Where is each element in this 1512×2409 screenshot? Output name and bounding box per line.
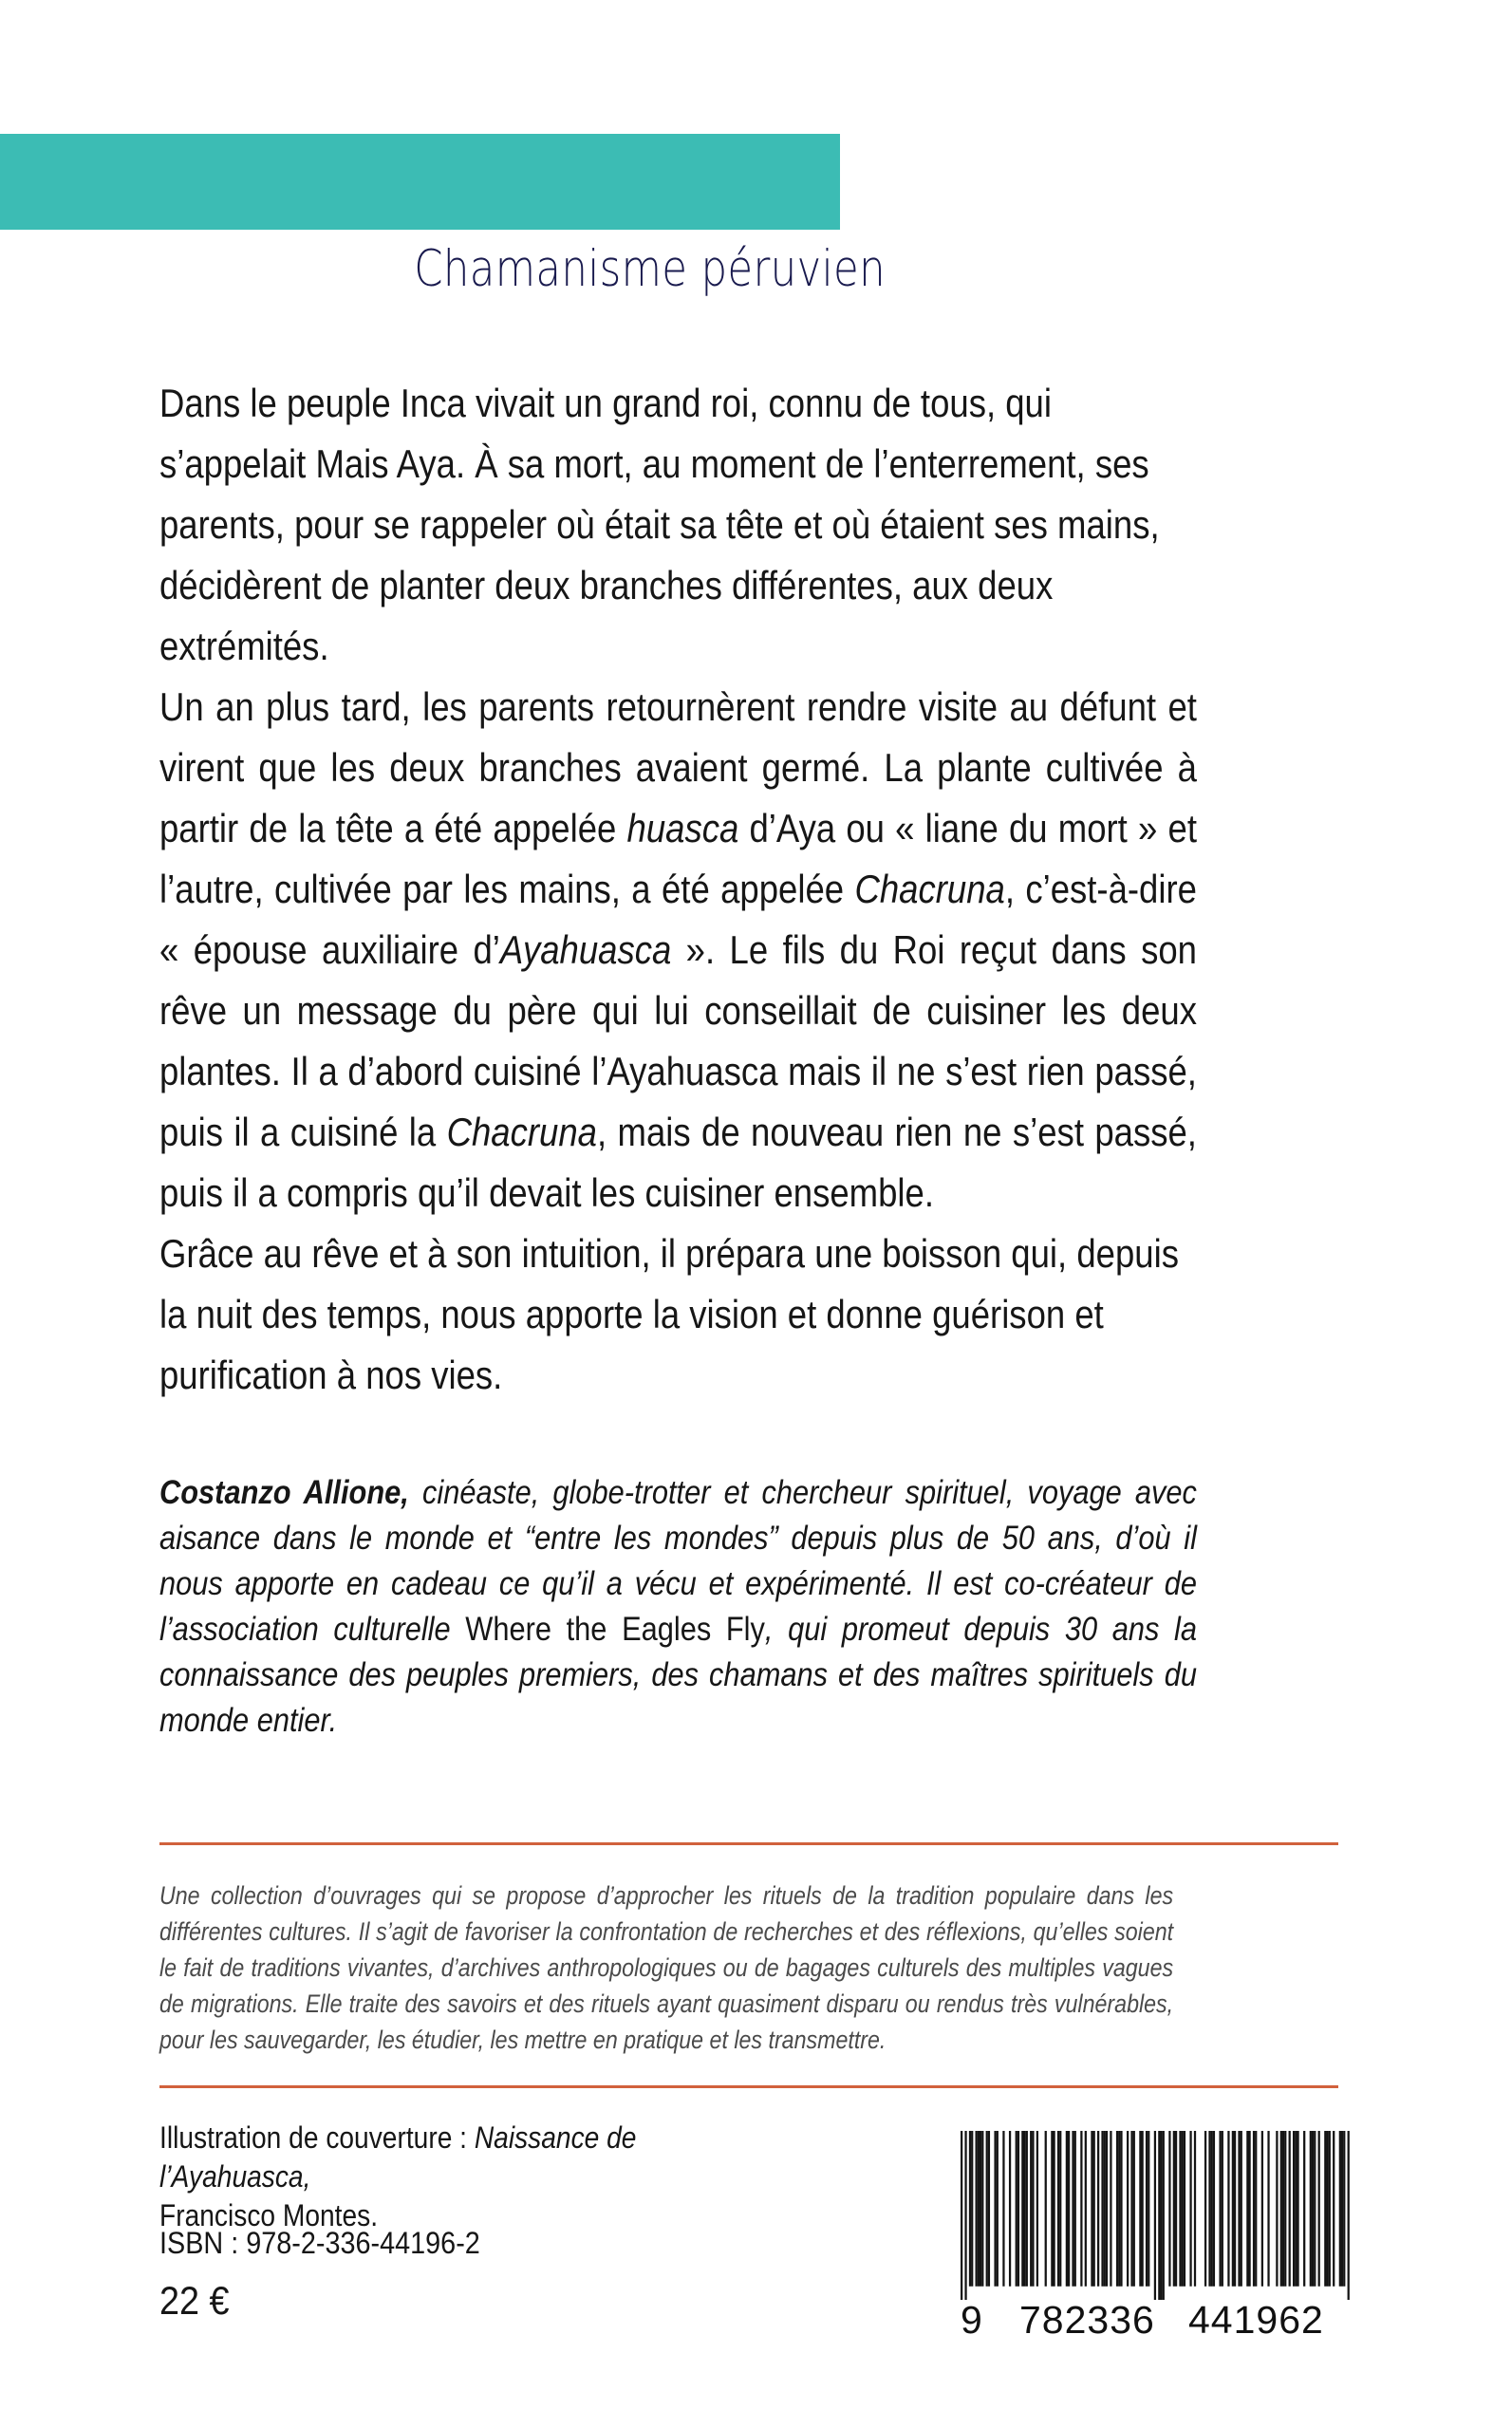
collection-description (159, 1877, 1173, 2058)
barcode-digit-country: 9 (961, 2298, 983, 2342)
body-paragraph-1: Dans le peuple Inca vivait un grand roi, connu de tous, qui s’appelait Mais Aya. À sa mort, au moment de l’enterrement, ses parents, pour se rappeler où était sa tête et où étaient ses mains, décidèrent de planter deux branches différentes, aux deux extrémités. (159, 381, 1160, 668)
ean13-barcode (961, 2131, 1352, 2349)
body-p2-emphasis-chacruna-2: Chacruna (446, 1110, 597, 1154)
bio-paragraph (159, 1470, 1197, 1744)
barcode-digits-left-group: 782336 (1019, 2298, 1155, 2342)
bio-text-part-b: , qui promeut depuis 30 ans la connaissance des peuples premiers, des chamans et des maîtres spirituels du monde entier. (159, 1611, 1197, 1739)
price-text: 22 € (159, 2278, 230, 2323)
artist-name: Francisco Montes. (159, 2198, 379, 2232)
body-p2-part-c: , c’est-à-dire « épouse auxiliaire d’ (159, 867, 1197, 972)
body-p2-emphasis-chacruna-1: Chacruna (854, 867, 1005, 911)
body-p2-part-e: , mais de nouveau rien ne s’est passé, puis il a compris qu’il devait les cuisiner ensemble. (159, 1110, 1197, 1215)
credit-prefix-label: Illustration de couverture : (159, 2120, 475, 2155)
isbn-text: ISBN : 978-2-336-44196-2 (159, 2226, 480, 2260)
back-cover-body-text (159, 373, 1197, 1406)
bio-organization-name: Where the Eagles Fly (465, 1611, 765, 1648)
divider-rule-bottom (159, 2085, 1338, 2088)
teal-banner-block (0, 134, 840, 230)
author-biography (159, 1470, 1197, 1744)
collection-paragraph: Une collection d’ouvrages qui se propose d’approcher les rituels de la tradition populaire dans les différentes cultures. Il s’agit de favoriser la confrontation de recherches et des réflexions, qu’elles soient le fait de traditions vivantes, d’archives anthropologiques ou de bagages culturels des multiples vagues de migrations. Elle traite des savoirs et des rituels ayant quasiment disparu ou rendus très vulnérables, pour les sauvegarder, les étudier, les mettre en pratique et les transmettre. (159, 1881, 1174, 2054)
barcode-digits (961, 2298, 1352, 2344)
body-p2-emphasis-huasca: huasca (626, 806, 739, 850)
body-p2-part-d: ». Le fils du Roi reçut dans son rêve un message du père qui lui conseillait de cuisiner les deux plantes. Il a d’abord cuisiné l’Ayahuasca mais il ne s’est rien passé, puis il a cuisiné la (159, 927, 1197, 1154)
body-paragraph-3: Grâce au rêve et à son intuition, il prépara une boisson qui, depuis la nuit des temps, nous apporte la vision et donne guérison et purification à nos vies. (159, 1231, 1179, 1397)
author-name: Costanzo Allione, (159, 1474, 409, 1511)
artwork-title: Naissance de l’Ayahuasca, (159, 2120, 637, 2194)
barcode-bars-icon (961, 2131, 1352, 2300)
bio-text-part-a: cinéaste, globe-trotter et chercheur spirituel, voyage avec aisance dans le monde et “entre les mondes” depuis plus de 50 ans, d’où il nous apporte en cadeau ce qu’il a vécu et expérimenté. Il est co-créateur de l’association culturelle (159, 1474, 1197, 1648)
cover-illustration-credit (159, 2119, 794, 2235)
divider-rule-top (159, 1842, 1338, 1845)
body-paragraph-2 (159, 677, 1197, 1223)
body-p2-part-a: Un an plus tard, les parents retournèrent rendre visite au défunt et virent que les deux branches avaient germé. La plante cultivée à partir de la tête a été appelée (159, 684, 1197, 850)
page-title: Chamanisme péruvien (414, 240, 886, 298)
barcode-digits-right-group: 441962 (1188, 2298, 1324, 2342)
body-p2-part-b: d’Aya ou « liane du mort » et l’autre, cultivée par les mains, a été appelée (159, 806, 1197, 911)
body-p2-emphasis-ayahuasca: Ayahuasca (499, 927, 672, 972)
